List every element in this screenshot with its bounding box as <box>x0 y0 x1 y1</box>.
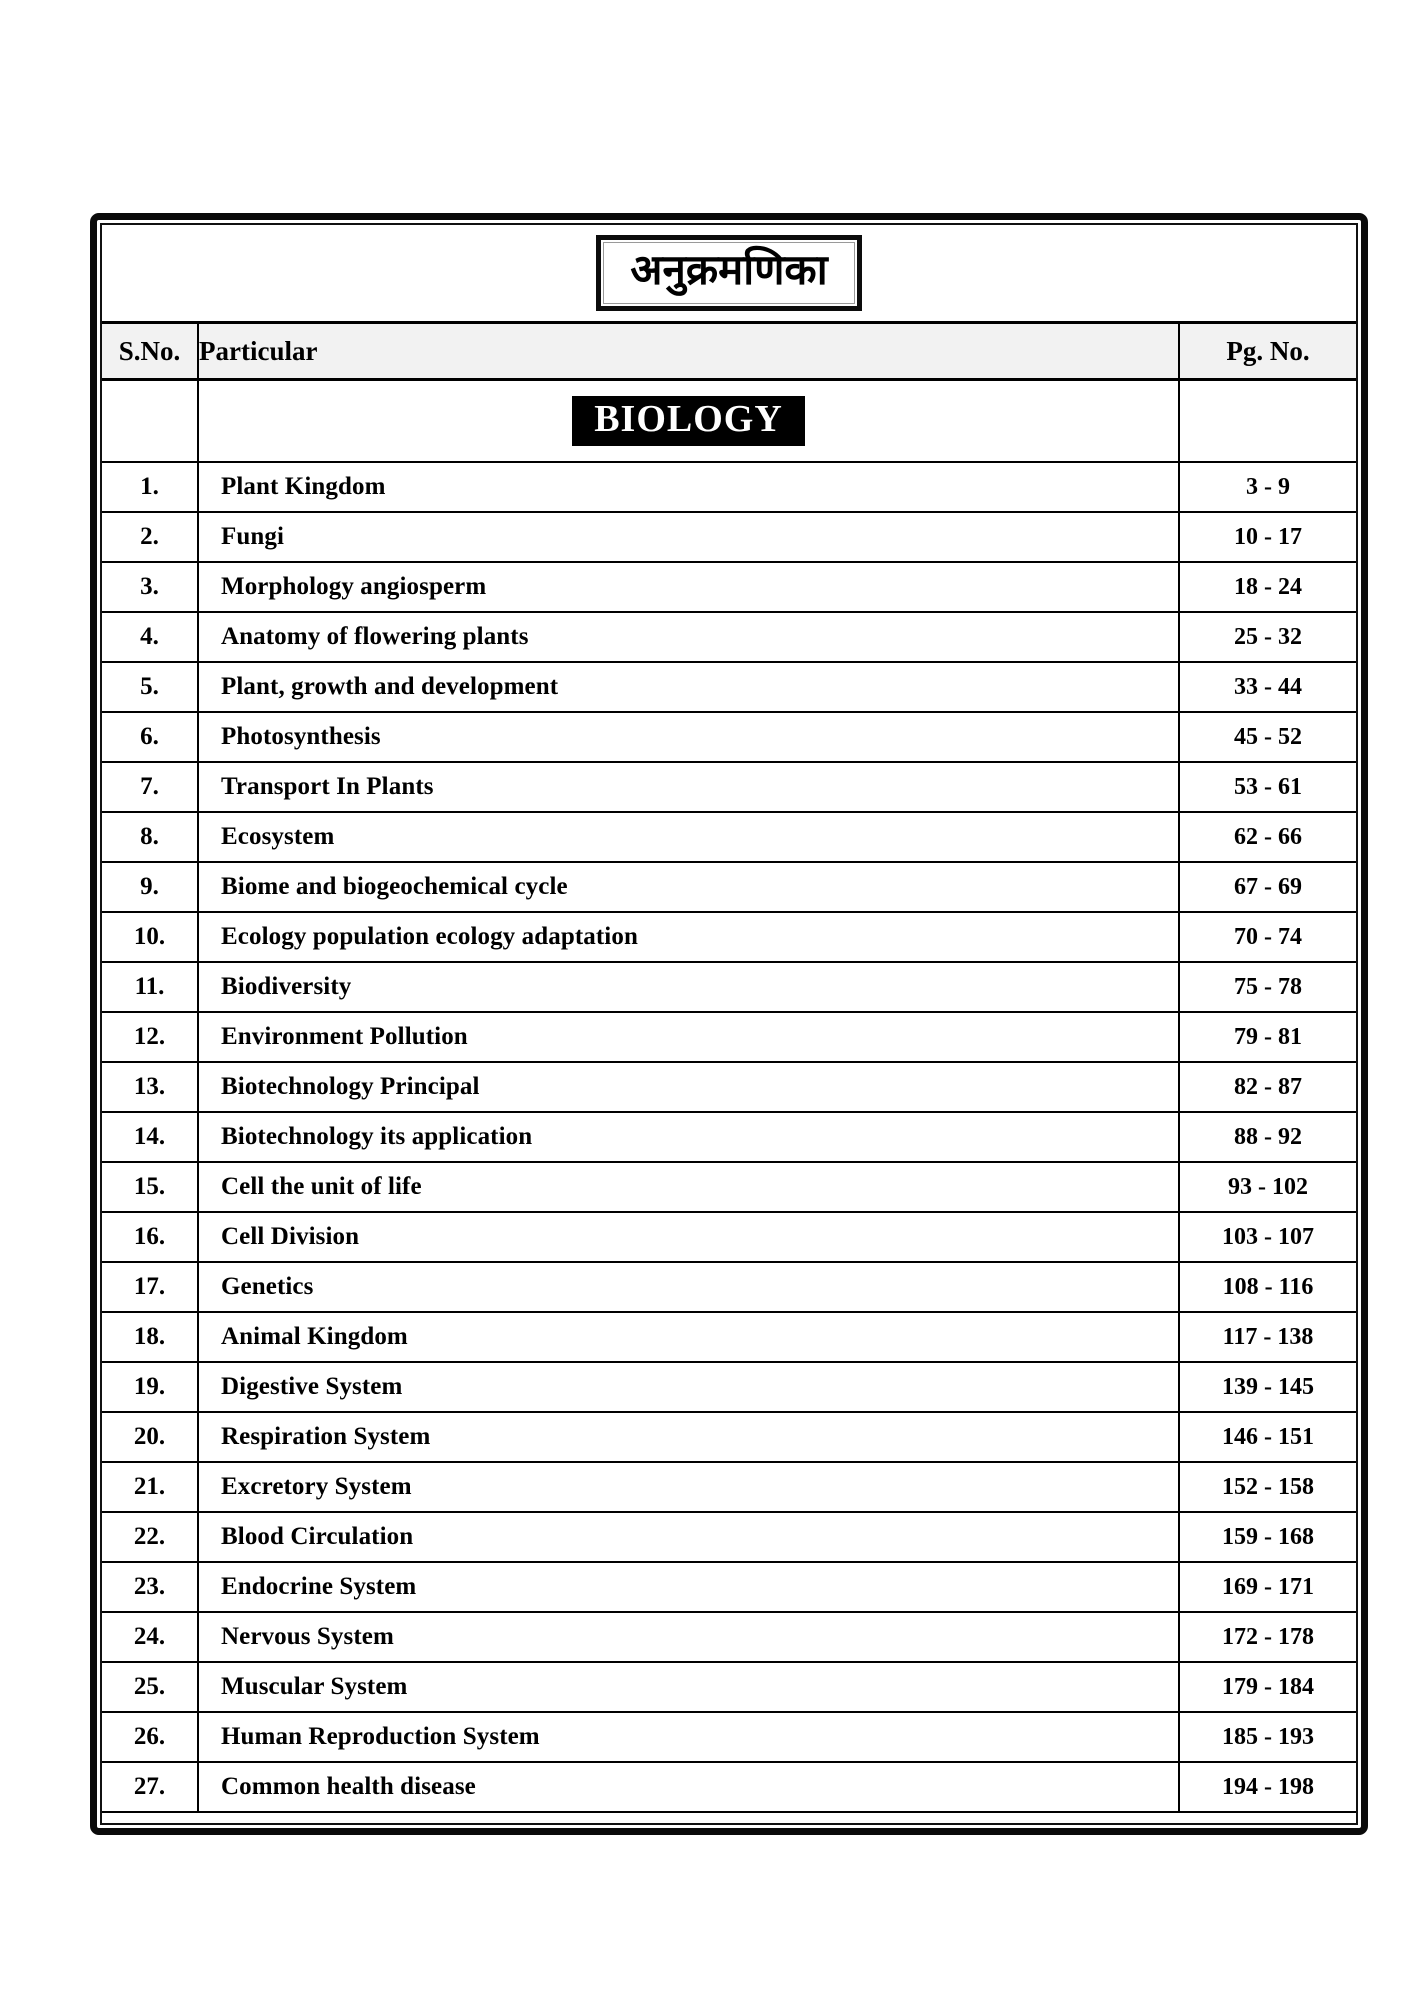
row-chapter-title: Biotechnology Principal <box>198 1062 1179 1112</box>
row-page-range: 10 - 17 <box>1179 512 1356 562</box>
row-page-range: 88 - 92 <box>1179 1112 1356 1162</box>
row-serial-number: 26. <box>102 1712 198 1762</box>
table-body <box>102 380 1356 1826</box>
table-row[interactable] <box>102 1112 1356 1162</box>
row-serial-number: 7. <box>102 762 198 812</box>
row-serial-number: 22. <box>102 1512 198 1562</box>
table-row[interactable] <box>102 912 1356 962</box>
row-chapter-title: Human Reproduction System <box>198 1712 1179 1762</box>
row-chapter-title: Digestive System <box>198 1362 1179 1412</box>
table-footer-blank-row <box>102 1812 1356 1825</box>
table-row[interactable] <box>102 512 1356 562</box>
row-serial-number: 24. <box>102 1612 198 1662</box>
row-chapter-title: Biodiversity <box>198 962 1179 1012</box>
table-row[interactable] <box>102 1062 1356 1112</box>
table-row[interactable] <box>102 1662 1356 1712</box>
row-page-range: 179 - 184 <box>1179 1662 1356 1712</box>
row-chapter-title: Cell Division <box>198 1212 1179 1262</box>
row-serial-number: 3. <box>102 562 198 612</box>
title-box-inner <box>603 242 854 304</box>
row-serial-number: 16. <box>102 1212 198 1262</box>
row-page-range: 103 - 107 <box>1179 1212 1356 1262</box>
row-chapter-title: Blood Circulation <box>198 1512 1179 1562</box>
row-chapter-title: Environment Pollution <box>198 1012 1179 1062</box>
row-chapter-title: Ecosystem <box>198 812 1179 862</box>
table-row[interactable] <box>102 1562 1356 1612</box>
row-page-range: 25 - 32 <box>1179 612 1356 662</box>
column-header-particular: Particular <box>198 323 1179 380</box>
table-row[interactable] <box>102 862 1356 912</box>
row-serial-number: 15. <box>102 1162 198 1212</box>
row-chapter-title: Transport In Plants <box>198 762 1179 812</box>
row-chapter-title: Cell the unit of life <box>198 1162 1179 1212</box>
row-page-range: 172 - 178 <box>1179 1612 1356 1662</box>
page-inner-border <box>100 223 1358 1825</box>
table-row[interactable] <box>102 1312 1356 1362</box>
row-serial-number: 14. <box>102 1112 198 1162</box>
row-chapter-title: Anatomy of flowering plants <box>198 612 1179 662</box>
row-serial-number: 11. <box>102 962 198 1012</box>
row-page-range: 82 - 87 <box>1179 1062 1356 1112</box>
row-chapter-title: Excretory System <box>198 1462 1179 1512</box>
table-row[interactable] <box>102 562 1356 612</box>
table-row[interactable] <box>102 962 1356 1012</box>
row-page-range: 70 - 74 <box>1179 912 1356 962</box>
row-serial-number: 20. <box>102 1412 198 1462</box>
row-page-range: 53 - 61 <box>1179 762 1356 812</box>
row-serial-number: 6. <box>102 712 198 762</box>
row-serial-number: 5. <box>102 662 198 712</box>
footer-blank-cell <box>1179 1812 1356 1825</box>
header-row <box>102 323 1356 380</box>
row-page-range: 194 - 198 <box>1179 1762 1356 1812</box>
title-box <box>596 235 861 311</box>
row-chapter-title: Endocrine System <box>198 1562 1179 1612</box>
row-serial-number: 23. <box>102 1562 198 1612</box>
row-page-range: 45 - 52 <box>1179 712 1356 762</box>
row-chapter-title: Biome and biogeochemical cycle <box>198 862 1179 912</box>
row-page-range: 117 - 138 <box>1179 1312 1356 1362</box>
banner-particular-cell <box>198 380 1179 463</box>
banner-page-cell <box>1179 380 1356 463</box>
table-row[interactable] <box>102 1612 1356 1662</box>
table-row[interactable] <box>102 1512 1356 1562</box>
row-chapter-title: Ecology population ecology adaptation <box>198 912 1179 962</box>
row-page-range: 159 - 168 <box>1179 1512 1356 1562</box>
table-row[interactable] <box>102 1462 1356 1512</box>
footer-blank-cell <box>102 1812 198 1825</box>
row-page-range: 75 - 78 <box>1179 962 1356 1012</box>
row-page-range: 108 - 116 <box>1179 1262 1356 1312</box>
row-serial-number: 12. <box>102 1012 198 1062</box>
row-chapter-title: Fungi <box>198 512 1179 562</box>
table-row[interactable] <box>102 1162 1356 1212</box>
row-serial-number: 1. <box>102 462 198 512</box>
row-serial-number: 19. <box>102 1362 198 1412</box>
row-chapter-title: Common health disease <box>198 1762 1179 1812</box>
row-serial-number: 9. <box>102 862 198 912</box>
section-banner-biology: BIOLOGY <box>572 396 805 446</box>
row-page-range: 152 - 158 <box>1179 1462 1356 1512</box>
column-header-page: Pg. No. <box>1179 323 1356 380</box>
row-page-range: 79 - 81 <box>1179 1012 1356 1062</box>
row-chapter-title: Plant Kingdom <box>198 462 1179 512</box>
row-serial-number: 18. <box>102 1312 198 1362</box>
row-chapter-title: Respiration System <box>198 1412 1179 1462</box>
row-page-range: 93 - 102 <box>1179 1162 1356 1212</box>
row-chapter-title: Animal Kingdom <box>198 1312 1179 1362</box>
row-page-range: 67 - 69 <box>1179 862 1356 912</box>
table-row[interactable] <box>102 612 1356 662</box>
table-row[interactable] <box>102 1412 1356 1462</box>
row-serial-number: 27. <box>102 1762 198 1812</box>
row-chapter-title: Morphology angiosperm <box>198 562 1179 612</box>
table-row[interactable] <box>102 1712 1356 1762</box>
row-chapter-title: Photosynthesis <box>198 712 1179 762</box>
footer-blank-cell <box>198 1812 1179 1825</box>
row-chapter-title: Biotechnology its application <box>198 1112 1179 1162</box>
column-header-sno: S.No. <box>102 323 198 380</box>
row-serial-number: 8. <box>102 812 198 862</box>
section-banner-row <box>102 380 1356 463</box>
row-serial-number: 2. <box>102 512 198 562</box>
row-serial-number: 25. <box>102 1662 198 1712</box>
row-serial-number: 10. <box>102 912 198 962</box>
row-chapter-title: Plant, growth and development <box>198 662 1179 712</box>
table-row[interactable] <box>102 1262 1356 1312</box>
row-page-range: 146 - 151 <box>1179 1412 1356 1462</box>
title-band <box>102 225 1356 321</box>
page-outer-border <box>90 213 1368 1835</box>
row-page-range: 169 - 171 <box>1179 1562 1356 1612</box>
row-serial-number: 17. <box>102 1262 198 1312</box>
table-row[interactable] <box>102 1762 1356 1812</box>
row-serial-number: 21. <box>102 1462 198 1512</box>
table-row[interactable] <box>102 662 1356 712</box>
row-serial-number: 13. <box>102 1062 198 1112</box>
row-page-range: 62 - 66 <box>1179 812 1356 862</box>
banner-wrap <box>199 381 1178 461</box>
banner-sno-cell <box>102 380 198 463</box>
row-page-range: 18 - 24 <box>1179 562 1356 612</box>
row-page-range: 33 - 44 <box>1179 662 1356 712</box>
row-chapter-title: Muscular System <box>198 1662 1179 1712</box>
table-row[interactable] <box>102 1362 1356 1412</box>
table-header <box>102 323 1356 380</box>
table-row[interactable] <box>102 1212 1356 1262</box>
table-row[interactable] <box>102 812 1356 862</box>
row-page-range: 3 - 9 <box>1179 462 1356 512</box>
row-serial-number: 4. <box>102 612 198 662</box>
table-row[interactable] <box>102 712 1356 762</box>
row-page-range: 139 - 145 <box>1179 1362 1356 1412</box>
row-chapter-title: Nervous System <box>198 1612 1179 1662</box>
table-row[interactable] <box>102 762 1356 812</box>
table-of-contents <box>102 321 1356 1825</box>
table-row[interactable] <box>102 1012 1356 1062</box>
table-row[interactable] <box>102 462 1356 512</box>
row-chapter-title: Genetics <box>198 1262 1179 1312</box>
page-title: अनुक्रमणिका <box>630 247 828 294</box>
row-page-range: 185 - 193 <box>1179 1712 1356 1762</box>
